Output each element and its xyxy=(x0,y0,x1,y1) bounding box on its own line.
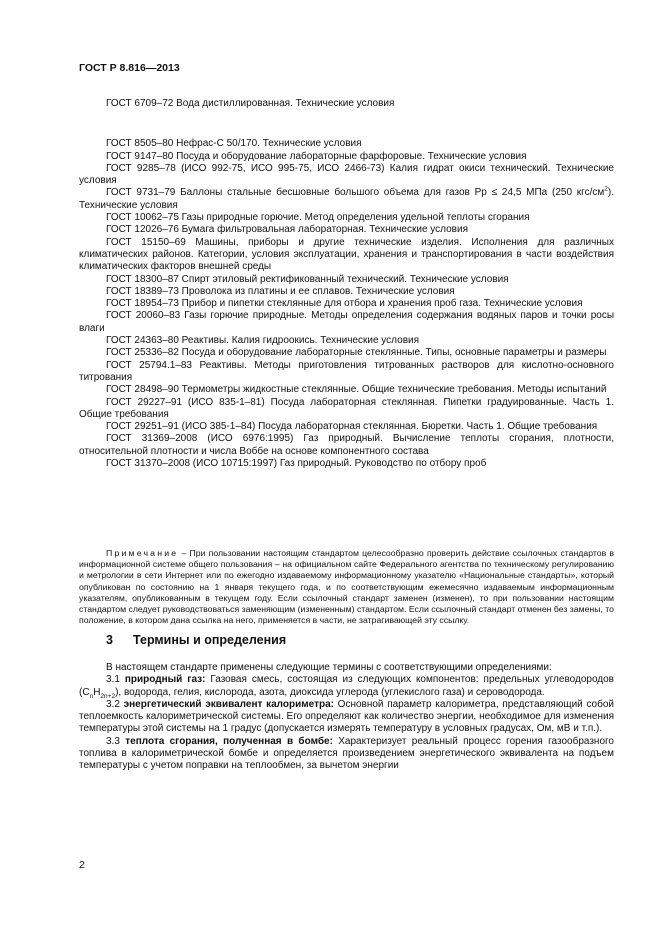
term-3-3 xyxy=(79,736,614,773)
term-name: теплота сгорания, полученная в бомбе: xyxy=(125,735,333,747)
reference-item: ГОСТ 18300–87 Спирт этиловый ректификованный технический. Технические условия xyxy=(106,273,509,285)
reference-item: ГОСТ 28498–90 Термометры жидкостные стеклянные. Общие технические требования. Методы испытаний xyxy=(106,384,607,396)
note-paragraph xyxy=(79,548,614,626)
terms-block xyxy=(79,662,614,773)
reference-item: ГОСТ 29251–91 (ИСО 385-1–84) Посуда лабораторная стеклянная. Бюретки. Часть 1. Общие требования xyxy=(106,421,598,433)
reference-item: ГОСТ 8505–80 Нефрас-С 50/170. Технические условия xyxy=(106,138,362,150)
reference-item: ГОСТ 25794.1–83 Реактивы. Методы приготовления титрованных растворов для кислотно-основного титрования xyxy=(79,359,614,383)
term-text: Основной параметр калориметра, представляющий собой теплоемкость калориметрической системы. Его определяют как количество энергии, необходимое для изменения температуры этой системы на 1 градус (допускается измерять температуру в условных градусах, Ом, мВ и т.п.). xyxy=(79,698,614,735)
note-text: – При пользовании настоящим стандартом целесообразно проверить действие ссылочных стандартов в информационной системе общего пользования – на официальном сайте Федерального агентства по техническому регулированию и метрологии в сети Интернет или по ежегодно издаваемому информационному указателю «Национальные стандарты», который опубликован по состоянию на 1 января текущего года, и по соответствующим ежемесячно издаваемым информационным указателям, опубликованным в текущем году. Если ссылочный стандарт заменен (изменен), то при пользовании настоящим стандартом следует руководствоваться заменяющим (измененным) стандартом. Если ссылочный стандарт отменен без замены, то положение, в котором дана ссылка на него, применяется в части, не затрагивающей эту ссылку. xyxy=(79,548,614,626)
reference-item: ГОСТ 15150–69 Машины, приборы и другие технические изделия. Исполнения для различных климатических районов. Категории, условия эксплуатации, хранения и транспортирования в части воздействия климатических факторов внешней среды xyxy=(79,236,614,273)
term-3-2 xyxy=(79,699,614,736)
reference-item: ГОСТ 31369–2008 (ИСО 6976:1995) Газ природный. Вычисление теплоты сгорания, плотности, относительной плотности и числа Воббе на основе компонентного состава xyxy=(79,433,614,457)
normative-references xyxy=(79,98,614,470)
reference-item: ГОСТ 18954–73 Прибор и пипетки стеклянные для отбора и хранения проб газа. Технические условия xyxy=(106,298,583,310)
reference-item-9731 xyxy=(79,187,614,212)
reference-item: ГОСТ 31370–2008 (ИСО 10715:1997) Газ природный. Руководство по отбору проб xyxy=(106,458,487,470)
reference-item: ГОСТ 24363–80 Реактивы. Калия гидроокись. Технические условия xyxy=(106,335,420,347)
superscript: 2 xyxy=(604,186,608,194)
reference-item: ГОСТ 29227–91 (ИСО 835-1–81) Посуда лабораторная стеклянная. Пипетки градуированные. Часть 1. Общие требования xyxy=(79,396,614,420)
reference-item: ГОСТ 25336–82 Посуда и оборудование лабораторные стеклянные. Типы, основные параметры и размеры xyxy=(106,347,607,359)
term-name: энергетический эквивалент калориметра: xyxy=(123,698,334,710)
reference-item: ГОСТ 9147–80 Посуда и оборудование лабораторные фарфоровые. Технические условия xyxy=(106,150,527,162)
reference-item: ГОСТ 12026–76 Бумага фильтровальная лабораторная. Технические условия xyxy=(106,224,468,236)
term-text: ), водорода, гелия, кислорода, азота, диоксида углерода (углекислого газа) и сероводорода. xyxy=(115,686,545,698)
term-name: природный газ: xyxy=(124,674,206,686)
reference-item: ГОСТ 18389–73 Проволока из платины и ее сплавов. Технические условия xyxy=(106,285,455,297)
section-title: Термины и определения xyxy=(133,633,287,647)
term-text: Характеризует реальный процесс горения газообразного топлива в калориметрической бомбе и определяется произведением энергетического эквивалента на подъем температуры с учетом поправки на теплообмен, за вычетом энергии xyxy=(79,735,614,772)
reference-item: ГОСТ 10062–75 Газы природные горючие. Метод определения удельной теплоты сгорания xyxy=(106,212,530,224)
section-number: 3 xyxy=(106,633,113,647)
ref-text: ГОСТ 9731–79 Баллоны стальные бесшовные большого объема для газов Рр ≤ 24,5 МПа (250 кгс/см xyxy=(106,187,605,199)
subscript: n xyxy=(89,692,94,700)
reference-item: ГОСТ 6709–72 Вода дистиллированная. Технические условия xyxy=(106,98,395,109)
ref-text: ). Технические условия xyxy=(79,187,614,211)
reference-item: ГОСТ 20060–83 Газы горючие природные. Методы определения содержания водяных паров и точки росы влаги xyxy=(79,310,614,334)
terms-intro: В настоящем стандарте применены следующие термины с соответствующими определениями: xyxy=(106,662,552,673)
page-number: 2 xyxy=(79,859,85,871)
subscript: 2n+2 xyxy=(100,692,116,700)
section-heading xyxy=(106,633,286,647)
term-text: Газовая смесь, состоящая из следующих компонентов: предельных углеводородов (C xyxy=(79,674,614,698)
term-number: 3.3 xyxy=(106,735,126,747)
term-3-1 xyxy=(79,674,614,699)
term-number: 3.2 xyxy=(106,698,124,710)
note-label: Примечание xyxy=(106,548,179,558)
term-text: H xyxy=(93,686,101,698)
page-header: ГОСТ Р 8.816—2013 xyxy=(79,62,180,74)
reference-item: ГОСТ 9285–78 (ИСО 992-75, ИСО 995-75, ИСО 2466-73) Калия гидрат окиси технический. Технические условия xyxy=(79,162,614,187)
term-number: 3.1 xyxy=(106,674,125,686)
